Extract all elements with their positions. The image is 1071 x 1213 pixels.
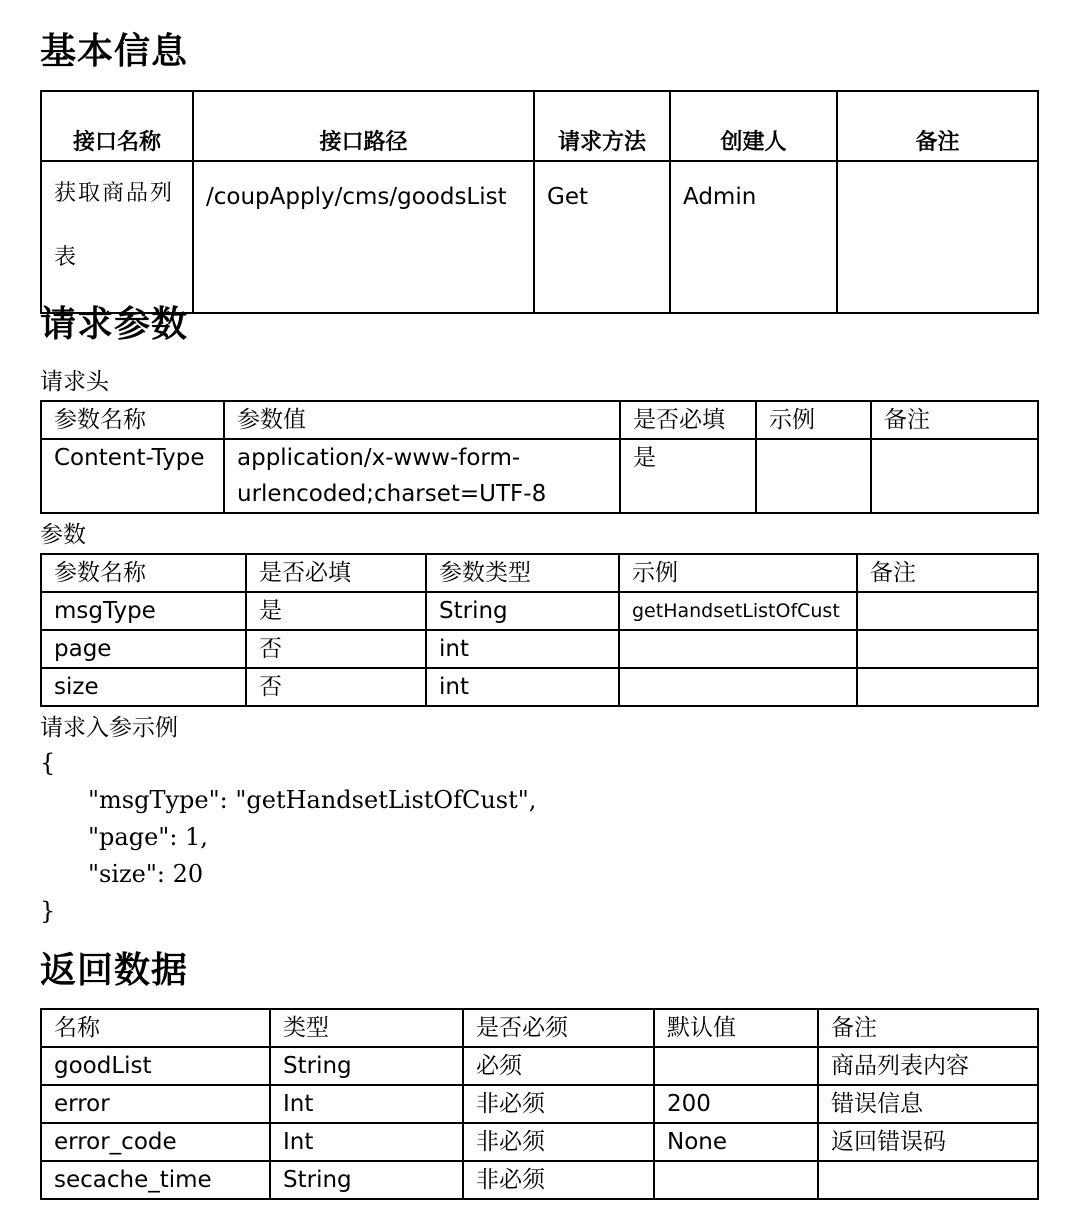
api-path-cell: /coupApply/cms/goodsList xyxy=(193,161,534,313)
api-creator-cell: Admin xyxy=(670,161,837,313)
example-label: 请求入参示例 xyxy=(40,715,178,741)
table-header-row xyxy=(41,401,1038,439)
header-cell: 接口路径 xyxy=(193,91,534,161)
field-required: 非必须 xyxy=(463,1123,654,1161)
header-value-cell xyxy=(224,439,620,513)
param-example xyxy=(619,668,857,706)
header-cell: 备注 xyxy=(818,1009,1038,1047)
field-type: String xyxy=(270,1047,463,1085)
response-table xyxy=(40,1008,1039,1200)
request-header-label: 请求头 xyxy=(40,369,109,395)
header-cell: 参数名称 xyxy=(41,554,246,592)
header-cell: 创建人 xyxy=(670,91,837,161)
request-example-code xyxy=(40,745,536,930)
field-name: secache_time xyxy=(41,1161,270,1199)
field-name: error_code xyxy=(41,1123,270,1161)
header-cell: 参数值 xyxy=(224,401,620,439)
basic-info-table xyxy=(40,90,1039,314)
field-type: Int xyxy=(270,1123,463,1161)
table-header-row xyxy=(41,554,1038,592)
section-title-response: 返回数据 xyxy=(40,950,189,991)
code-open-brace: { xyxy=(40,749,56,777)
field-note: 返回错误码 xyxy=(818,1123,1038,1161)
header-example-cell xyxy=(756,439,871,513)
header-note-cell xyxy=(871,439,1038,513)
param-required: 否 xyxy=(246,630,426,668)
param-type: String xyxy=(426,592,619,630)
field-name: goodList xyxy=(41,1047,270,1085)
api-name-cell xyxy=(41,161,193,313)
param-name: msgType xyxy=(41,592,246,630)
request-header-table xyxy=(40,400,1039,514)
header-name-cell: Content-Type xyxy=(41,439,224,513)
header-cell: 类型 xyxy=(270,1009,463,1047)
section-title-basic: 基本信息 xyxy=(40,31,189,72)
header-cell: 是否必须 xyxy=(463,1009,654,1047)
table-row xyxy=(41,668,1038,706)
param-name: page xyxy=(41,630,246,668)
param-note xyxy=(857,592,1038,630)
header-cell: 请求方法 xyxy=(534,91,670,161)
header-cell: 备注 xyxy=(857,554,1038,592)
header-cell: 示例 xyxy=(756,401,871,439)
field-default: 200 xyxy=(654,1085,818,1123)
field-name: error xyxy=(41,1085,270,1123)
param-required: 是 xyxy=(246,592,426,630)
header-cell: 参数名称 xyxy=(41,401,224,439)
api-name-line2: 表 xyxy=(54,245,79,270)
params-table xyxy=(40,553,1039,707)
header-cell: 是否必填 xyxy=(246,554,426,592)
param-type: int xyxy=(426,668,619,706)
field-default: None xyxy=(654,1123,818,1161)
header-cell: 备注 xyxy=(837,91,1038,161)
param-note xyxy=(857,668,1038,706)
code-close-brace: } xyxy=(40,897,56,925)
param-type: int xyxy=(426,630,619,668)
code-line: "msgType": "getHandsetListOfCust", xyxy=(88,786,537,814)
field-required: 非必须 xyxy=(463,1085,654,1123)
header-cell: 备注 xyxy=(871,401,1038,439)
table-row xyxy=(41,1047,1038,1085)
field-default xyxy=(654,1161,818,1199)
header-cell: 接口名称 xyxy=(41,91,193,161)
field-required: 非必须 xyxy=(463,1161,654,1199)
table-row xyxy=(41,1085,1038,1123)
api-name-line1: 获取商品列 xyxy=(54,181,175,206)
table-header-row xyxy=(41,91,1038,161)
field-note: 错误信息 xyxy=(818,1085,1038,1123)
table-row xyxy=(41,1161,1038,1199)
header-cell: 示例 xyxy=(619,554,857,592)
table-header-row xyxy=(41,1009,1038,1047)
section-title-request: 请求参数 xyxy=(40,304,189,345)
param-example: getHandsetListOfCust xyxy=(619,592,857,630)
table-row xyxy=(41,161,1038,313)
param-note xyxy=(857,630,1038,668)
field-default xyxy=(654,1047,818,1085)
param-name: size xyxy=(41,668,246,706)
param-required: 否 xyxy=(246,668,426,706)
header-cell: 参数类型 xyxy=(426,554,619,592)
header-required-cell: 是 xyxy=(620,439,756,513)
code-line: "size": 20 xyxy=(88,860,204,888)
header-cell: 名称 xyxy=(41,1009,270,1047)
param-example xyxy=(619,630,857,668)
table-row xyxy=(41,1123,1038,1161)
api-note-cell xyxy=(837,161,1038,313)
header-cell: 是否必填 xyxy=(620,401,756,439)
api-method-cell: Get xyxy=(534,161,670,313)
code-line: "page": 1, xyxy=(88,823,208,851)
header-value-line1: application/x-www-form- xyxy=(237,445,521,471)
table-row xyxy=(41,630,1038,668)
field-required: 必须 xyxy=(463,1047,654,1085)
table-row xyxy=(41,592,1038,630)
field-note: 商品列表内容 xyxy=(818,1047,1038,1085)
field-type: String xyxy=(270,1161,463,1199)
params-label: 参数 xyxy=(40,522,86,548)
field-note xyxy=(818,1161,1038,1199)
header-cell: 默认值 xyxy=(654,1009,818,1047)
header-value-line2: urlencoded;charset=UTF-8 xyxy=(237,481,547,507)
field-type: Int xyxy=(270,1085,463,1123)
table-row xyxy=(41,439,1038,513)
